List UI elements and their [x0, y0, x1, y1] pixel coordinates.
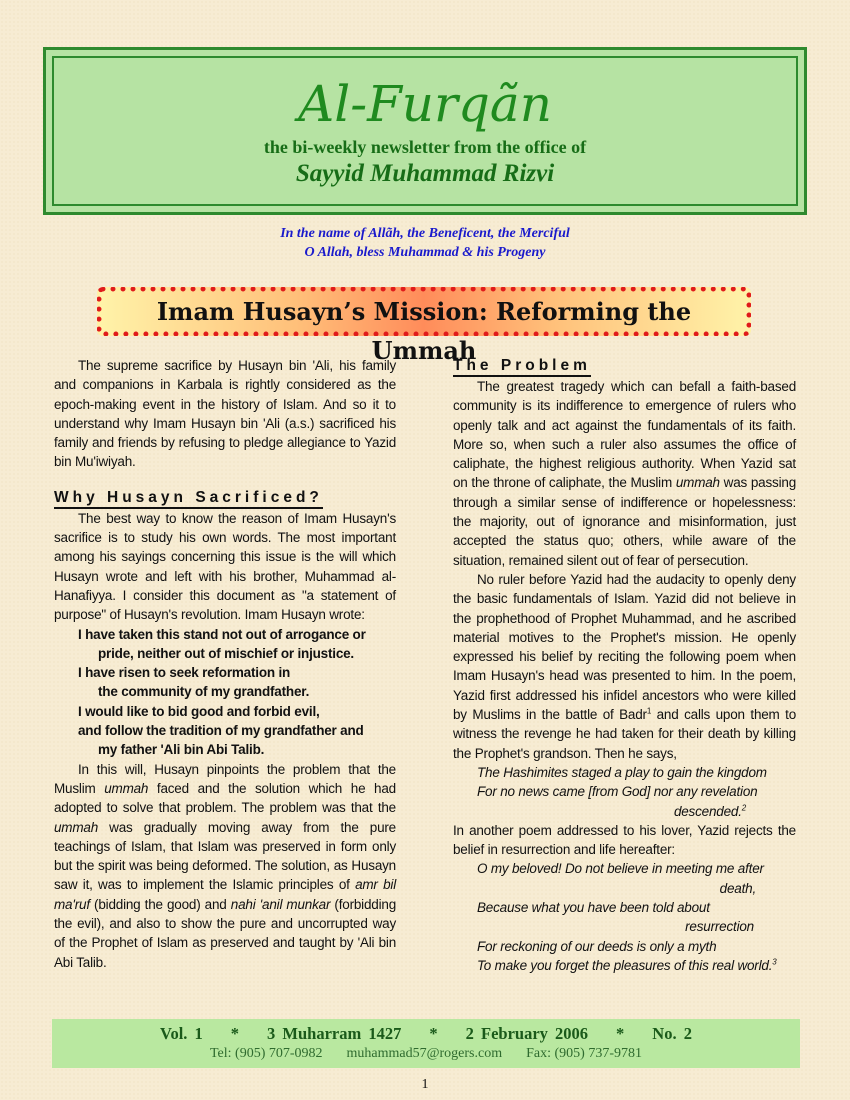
separator: *: [429, 1024, 438, 1043]
poem-line: [453, 956, 796, 975]
left-column: [54, 356, 396, 972]
right-column: [453, 356, 796, 975]
footnote-marker: 1: [646, 706, 652, 716]
poem-2: [453, 859, 796, 975]
volume: Vol. 1: [160, 1024, 203, 1043]
poem-line: O my beloved! Do not believe in meeting me after: [477, 861, 764, 877]
text-run: No ruler before Yazid had the audacity to openly deny the basic fundamentals of Islam. Yazid did not believe in the prophethood of Prophet Muhammad, and he ascribed material motives to the Prophet's mission. He openly expressed his belief by reciting the following poem when Imam Husayn's head was presented to him. In the poem, Yazid first addressed his infidel ancestors who were killed by Muslims in the battle of Badr: [453, 571, 796, 723]
italic-term: ummah: [675, 475, 720, 491]
quote-line: and follow the tradition of my grandfather and: [78, 723, 364, 739]
poem-line: Because what you have been told about: [477, 900, 710, 916]
masthead: [43, 47, 807, 215]
footnote-marker: 3: [772, 957, 777, 967]
poem-line: death,: [719, 880, 756, 896]
poem-line: For no news came [from God] nor any revelation: [477, 784, 758, 800]
issue-number: No. 2: [652, 1024, 692, 1043]
why-paragraph-2: [54, 760, 396, 972]
text-run: descended.: [673, 803, 742, 819]
separator: *: [230, 1024, 240, 1043]
poem-line: For reckoning of our deeds is only a myth: [477, 938, 717, 954]
why-paragraph-1: The best way to know the reason of Imam Husayn's sacrifice is to study his own words. The most important among his sayings concerning this issue is the will which Husayn wrote and left with his brother, Muhammad al-Hanafiyya. I consider this document as "a statement of purpose" of Husayn's revolution. Imam Husayn wrote:: [54, 510, 396, 623]
quote-line: I have taken this stand not out of arrogance or: [78, 626, 366, 642]
invocation-line-2: O Allah, bless Muhammad & his Progeny: [304, 245, 546, 260]
newsletter-author: Sayyid Muhammad Rizvi: [295, 160, 555, 187]
italic-term: amr bil ma'ruf: [54, 877, 396, 912]
newsletter-subtitle: the bi-weekly newsletter from the office of: [263, 137, 587, 157]
poem-line: [453, 802, 796, 821]
intro-paragraph: The supreme sacrifice by Husayn bin 'Ali, his family and companions in Karbala is rightly considered as the epoch-making event in the history of Islam. And so it to understand why Imam Husayn bin 'Ali (a.s.) sacrificed his family and friends by refusing to pledge allegiance to Yazid bin Mu'iwiyah.: [54, 358, 396, 470]
separator: *: [616, 1024, 625, 1043]
quote-line: pride, neither out of mischief or injustice.: [98, 645, 354, 661]
text-run: To make you forget the pleasures of this real world.: [477, 957, 773, 973]
hijri-date: 3 Muharram 1427: [267, 1024, 402, 1043]
email-address: muhammad57@rogers.com: [346, 1046, 503, 1061]
text-run: The greatest tragedy which can befall a faith-based community is its indifference to emergence of rulers who openly talk and act against the fundamentals of its faith. More so, when such a ruler also assumes the office of caliphate, the highest religious authority. When Yazid sat on the throne of caliphate, the Muslim: [453, 379, 796, 491]
page-number: 1: [421, 1077, 429, 1092]
issue-info: [52, 1024, 800, 1044]
text-run: (bidding the good) and: [89, 896, 231, 912]
issue-date: 2 February 2006: [465, 1024, 589, 1043]
section-heading-problem: The Problem: [453, 357, 591, 377]
fax: Fax: (905) 737-9781: [526, 1046, 643, 1061]
problem-paragraph-3: In another poem addressed to his lover, Yazid rejects the belief in resurrection and life hereafter:: [453, 822, 796, 858]
poem-line: resurrection: [685, 919, 754, 935]
invocation-line-1: In the name of Allãh, the Beneficent, the Merciful: [280, 226, 570, 241]
problem-paragraph-2: [453, 570, 796, 763]
text-run: was passing through a similar sense of indifference or hopelessness: the majority, out of ignorance and misinformation, just accepted the status quo; others, while aware of the situation, remained silent out of fear of persecution.: [453, 475, 796, 568]
text-run: and calls upon them to witness the revenge he had taken for their death by killing the Prophet's grandson. Then he says,: [453, 707, 796, 761]
poem-1: [453, 763, 796, 821]
article-headline: Imam Husayn’s Mission: Reforming the Ummah: [156, 297, 692, 365]
poem-line: The Hashimites staged a play to gain the kingdom: [477, 764, 767, 780]
issue-footer: [52, 1019, 800, 1068]
problem-paragraph-1: [453, 377, 796, 570]
text-run: faced and the solution which he had adopted to solve that problem. The problem was that the: [54, 780, 396, 816]
quote-line: I have risen to seek reformation in: [78, 665, 291, 681]
telephone: Tel: (905) 707-0982: [209, 1046, 323, 1061]
will-quote: [54, 625, 396, 760]
text-run: (forbidding the evil), and also to show the pure and uncorrupted way of the Prophet of Islam as preserved and taught by 'Ali bin Abi Talib.: [54, 896, 397, 970]
quote-line: my father 'Ali bin Abi Talib.: [98, 742, 265, 758]
quote-line: the community of my grandfather.: [98, 684, 310, 700]
masthead-inner-frame: [52, 56, 798, 206]
footnote-marker: 2: [741, 803, 746, 813]
newsletter-title: Al-Furqãn: [298, 75, 552, 133]
italic-term: nahi 'anil munkar: [230, 896, 331, 912]
text-run: In this will, Husayn pinpoints the problem that the Muslim: [54, 761, 396, 796]
italic-term: ummah: [54, 819, 99, 835]
contact-info: [52, 1046, 800, 1062]
quote-line: I would like to bid good and forbid evil,: [78, 703, 320, 719]
invocation: [0, 224, 850, 262]
text-run: was gradually moving away from the pure teachings of Islam, that Islam was preserved in form only but the spirit was being deformed. The solution, as Husayn saw it, was to implement the Islamic principles of: [54, 819, 396, 893]
italic-term: ummah: [104, 780, 149, 796]
section-heading-why: Why Husayn Sacrificed?: [54, 489, 323, 509]
headline-box: [97, 287, 751, 365]
